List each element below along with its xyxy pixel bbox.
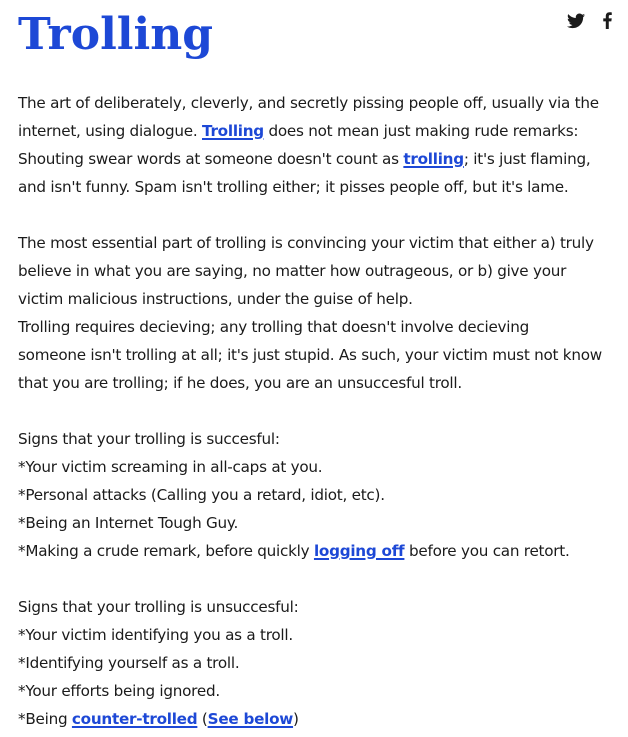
text-span: ( xyxy=(197,710,208,728)
text-line: someone isn't trolling at all; it's just stupid. As such, your victim must not know xyxy=(18,346,602,364)
text-line: believe in what you are saying, no matter how outrageous, or b) give your xyxy=(18,262,567,280)
text-span: before you can retort. xyxy=(404,542,570,560)
text-line xyxy=(18,145,614,173)
text-line: victim malicious instructions, under the guise of help. xyxy=(18,290,413,308)
text-span: Shouting swear words at someone doesn't count as xyxy=(18,150,404,168)
text-line: that you are trolling; if he does, you are an unsuccesful troll. xyxy=(18,374,462,392)
text-span: does not mean just making rude remarks: xyxy=(263,122,579,140)
definition-meaning xyxy=(18,89,614,733)
text-line xyxy=(18,117,614,145)
word-title[interactable]: Trolling xyxy=(18,9,213,60)
text-span: *Being xyxy=(18,710,72,728)
link-trolling[interactable]: Trolling xyxy=(202,122,264,140)
text-span: *Making a crude remark, before quickly xyxy=(18,542,314,560)
list-heading: Signs that your trolling is unsuccesful: xyxy=(18,598,299,616)
link-counter-trolled[interactable]: counter-trolled xyxy=(71,710,198,728)
paragraph-gap xyxy=(18,565,614,593)
list-item: *Your victim identifying you as a troll. xyxy=(18,626,293,644)
facebook-icon[interactable] xyxy=(603,12,612,29)
list-item xyxy=(18,537,614,565)
list-item: *Personal attacks (Calling you a retard, idiot, etc). xyxy=(18,486,385,504)
link-trolling-lowercase[interactable]: trolling xyxy=(403,150,464,168)
text-line: The most essential part of trolling is convincing your victim that either a) truly xyxy=(18,234,594,252)
twitter-icon[interactable] xyxy=(567,13,585,29)
list-heading: Signs that your trolling is succesful: xyxy=(18,430,280,448)
list-item: *Being an Internet Tough Guy. xyxy=(18,514,239,532)
list-item: *Your victim screaming in all-caps at you. xyxy=(18,458,323,476)
text-line: and isn't funny. Spam isn't trolling either; it pisses people off, but it's lame. xyxy=(18,178,569,196)
paragraph-gap xyxy=(18,201,614,229)
list-item: *Identifying yourself as a troll. xyxy=(18,654,240,672)
text-line: The art of deliberately, cleverly, and secretly pissing people off, usually via the xyxy=(18,94,599,112)
text-span: ) xyxy=(293,710,299,728)
share-buttons xyxy=(567,12,612,29)
link-logging-off[interactable]: logging off xyxy=(313,542,405,560)
list-item xyxy=(18,705,614,733)
text-span: internet, using dialogue. xyxy=(18,122,202,140)
text-span: ; it's just flaming, xyxy=(463,150,591,168)
paragraph-gap xyxy=(18,397,614,425)
text-line: Trolling requires decieving; any trolling that doesn't involve decieving xyxy=(18,318,530,336)
list-item: *Your efforts being ignored. xyxy=(18,682,220,700)
link-see-below[interactable]: See below xyxy=(207,710,294,728)
